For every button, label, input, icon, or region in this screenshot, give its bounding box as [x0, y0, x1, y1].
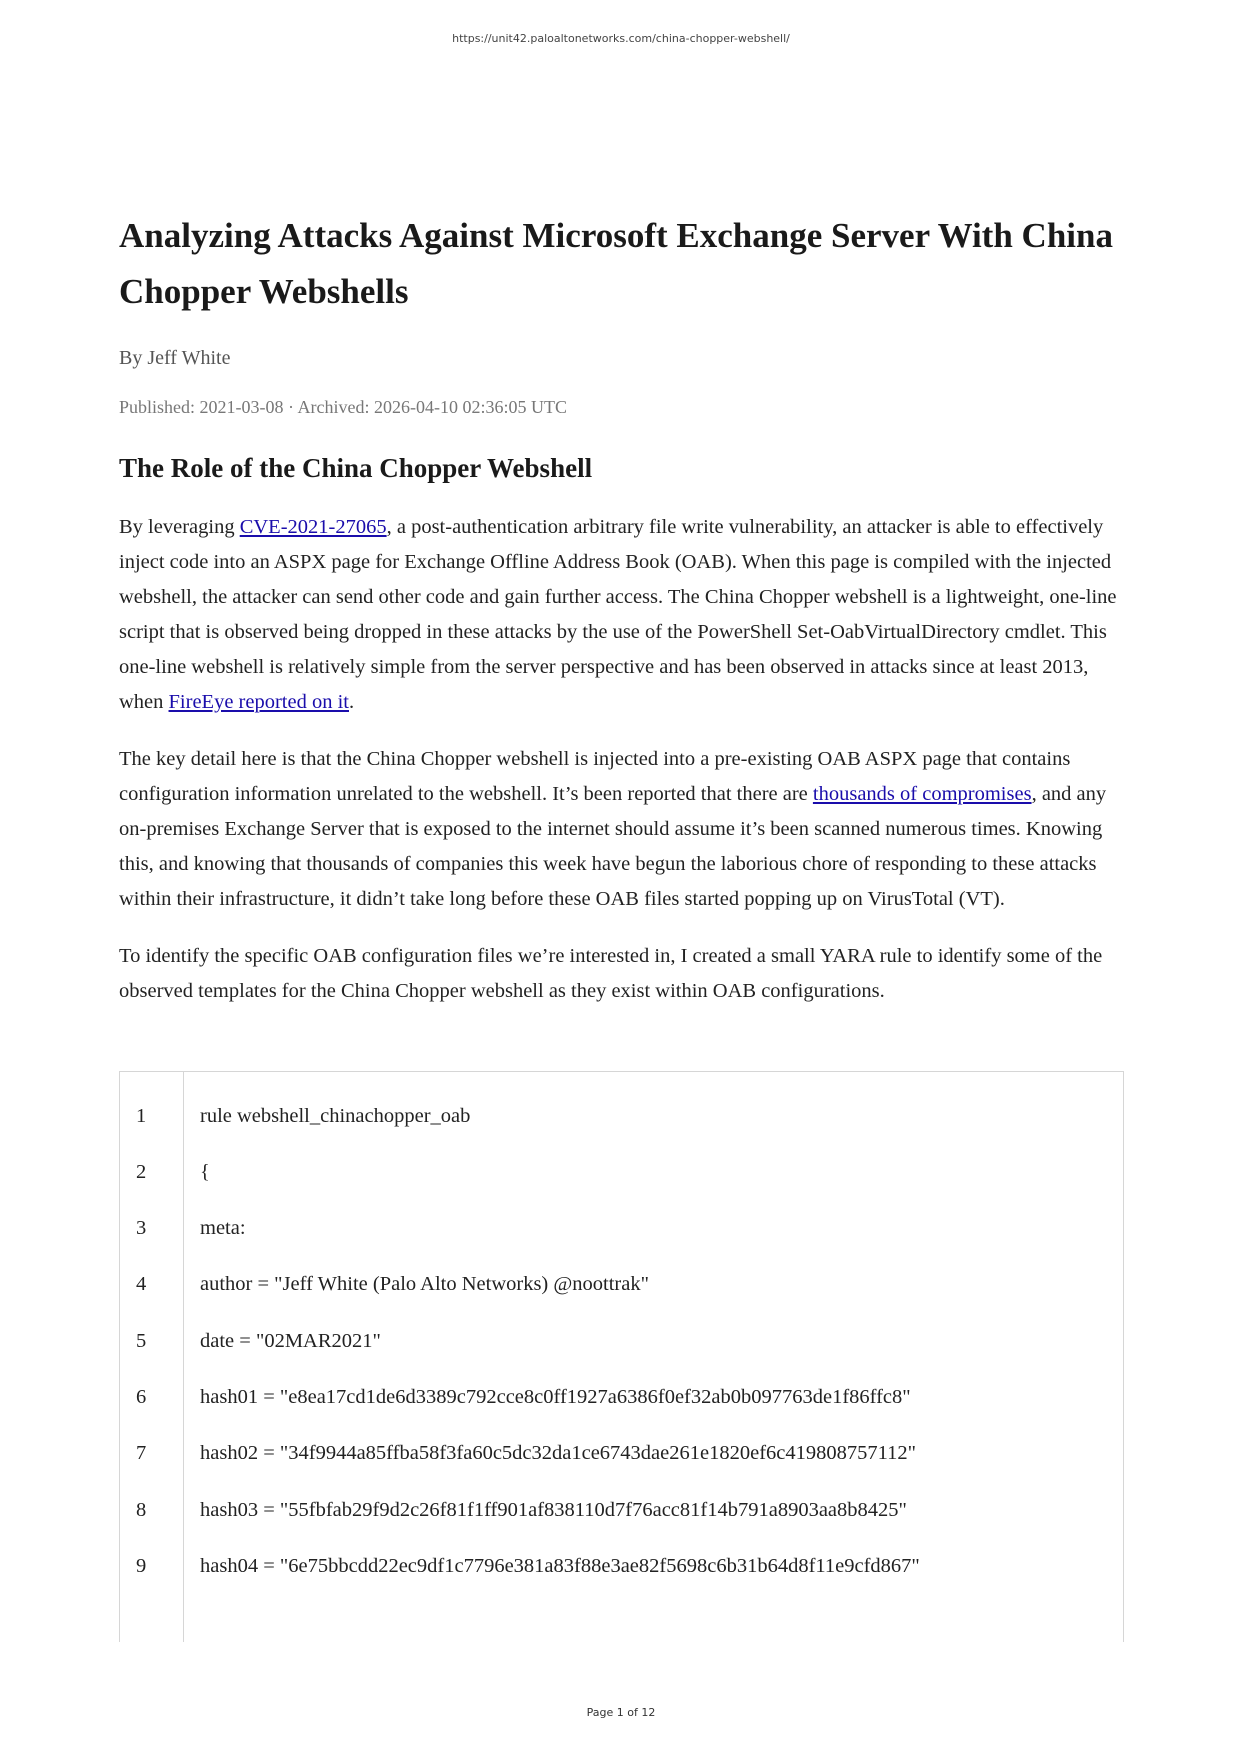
paragraph-2-text-a: The key detail here is that the China Chopper webshell is injected into a pre-existing OAB ASPX page that contains configuration information unrelated to the webshell. It’s been reported that there are — [119, 748, 1071, 805]
code-line — [120, 1157, 1123, 1187]
code-text: rule webshell_chinachopper_oab — [200, 1105, 471, 1127]
author-byline: By Jeff White — [119, 347, 231, 369]
line-number: 8 — [136, 1499, 147, 1521]
code-text: meta: — [200, 1217, 246, 1239]
article-title: Analyzing Attacks Against Microsoft Exchange Server With China Chopper Webshells — [119, 216, 1113, 311]
cve-link[interactable]: CVE-2021-27065 — [239, 516, 387, 538]
code-text: hash04 = "6e75bbcdd22ec9df1c7796e381a83f88e3ae82f5698c6b31b64d8f11e9cfd867" — [200, 1555, 920, 1577]
compromises-link[interactable]: thousands of compromises — [812, 783, 1032, 805]
paragraph-1 — [119, 510, 1124, 720]
paragraph-1-text-b: , a post-authentication arbitrary file write vulnerability, an attacker is able to effectively inject code into an ASPX page for Exchange Offline Address Book (OAB). When this page is compiled with the injected webshell, the attacker can send other code and gain further access. The China Chopper webshell is a lightweight, one-line script that is observed being dropped in these attacks by the use of the PowerShell Set-OabVirtualDirectory cmdlet. This one-line webshell is relatively simple from the server perspective and has been observed in attacks since at least 2013, when — [119, 516, 1117, 713]
line-number: 6 — [136, 1386, 147, 1408]
code-text: { — [200, 1161, 210, 1183]
line-number: 1 — [136, 1105, 147, 1127]
paragraph-3: To identify the specific OAB configuration files we’re interested in, I created a small YARA rule to identify some of the observed templates for the China Chopper webshell as they exist within OAB configurations. — [119, 945, 1103, 1002]
line-number: 7 — [136, 1442, 147, 1464]
line-number: 3 — [136, 1217, 147, 1239]
code-line — [120, 1213, 1123, 1243]
line-number: 4 — [136, 1273, 147, 1295]
paragraph-2 — [119, 742, 1124, 917]
page-url: https://unit42.paloaltonetworks.com/china-chopper-webshell/ — [452, 32, 790, 45]
code-line — [120, 1101, 1123, 1131]
code-text: hash02 = "34f9944a85ffba58f3fa60c5dc32da1ce6743dae261e1820ef6c419808757112" — [200, 1442, 916, 1464]
fireeye-link[interactable]: FireEye reported on it — [168, 691, 349, 713]
line-number: 9 — [136, 1555, 147, 1577]
code-text: hash03 = "55fbfab29f9d2c26f81f1ff901af838110d7f76acc81f14b791a8903aa8b8425" — [200, 1499, 907, 1521]
article — [119, 208, 1124, 1009]
paragraph-1-text-c: . — [349, 691, 355, 713]
code-line — [120, 1495, 1123, 1525]
code-text: hash01 = "e8ea17cd1de6d3389c792cce8c0ff1927a6386f0ef32ab0b097763de1f86ffc8" — [200, 1386, 911, 1408]
code-text: date = "02MAR2021" — [200, 1330, 381, 1352]
code-text: author = "Jeff White (Palo Alto Networks) @noottrak" — [200, 1273, 649, 1295]
code-line — [120, 1438, 1123, 1468]
line-number: 2 — [136, 1161, 147, 1183]
code-line — [120, 1326, 1123, 1356]
code-line — [120, 1382, 1123, 1412]
line-number: 5 — [136, 1330, 147, 1352]
publish-meta: Published: 2021-03-08 · Archived: 2026-04-10 02:36:05 UTC — [119, 397, 567, 417]
paragraph-1-text-a: By leveraging — [119, 516, 240, 538]
code-block — [119, 1071, 1124, 1642]
page-number: Page 1 of 12 — [586, 1706, 656, 1719]
code-line — [120, 1269, 1123, 1299]
paragraph-2-text-b: , and any on-premises Exchange Server that is exposed to the internet should assume it’s been scanned numerous times. Knowing this, and knowing that thousands of companies this week have begun the laborious chore of responding to these attacks within their infrastructure, it didn’t take long before these OAB files started popping up on VirusTotal (VT). — [119, 783, 1107, 910]
code-line — [120, 1551, 1123, 1581]
section-heading: The Role of the China Chopper Webshell — [119, 453, 593, 483]
